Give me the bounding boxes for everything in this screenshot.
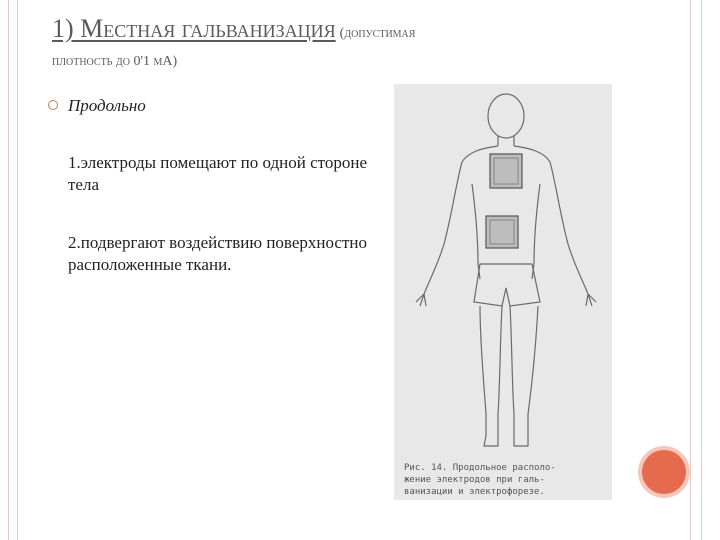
bullet-circle-icon (48, 100, 58, 110)
title-main: 1) Местная гальванизация (52, 14, 336, 43)
title-paren-start: (допустимая (339, 26, 416, 41)
caption-line: Рис. 14. Продольное располо- (404, 463, 556, 473)
title-line2: плотность до 0'1 мА) (52, 53, 178, 69)
figure-caption (404, 462, 604, 498)
bullet-heading: Продольно (68, 96, 146, 115)
right-hand (586, 294, 596, 306)
body-figure-image (394, 84, 612, 500)
right-torso-outline (532, 184, 540, 279)
caption-line: ванизации и электрофорезе. (404, 487, 545, 497)
paragraph-electrodes: 1.электроды помещают по одной стороне тела (68, 153, 367, 195)
right-arm-outline (514, 146, 588, 294)
left-decorative-frame (8, 0, 18, 540)
right-leg-inner (510, 306, 514, 436)
human-back-illustration (394, 84, 612, 500)
right-decorative-frame (690, 0, 702, 540)
left-leg-inner (498, 306, 502, 436)
caption-line: жение электродов при галь- (404, 475, 545, 485)
slide-title (52, 14, 652, 70)
lower-electrode (486, 216, 518, 248)
left-hand (416, 294, 426, 306)
left-torso-outline (472, 184, 480, 279)
upper-electrode (490, 154, 522, 188)
right-leg-outer (528, 306, 538, 436)
right-foot (514, 436, 528, 446)
left-leg-outer (480, 306, 486, 436)
left-foot (484, 436, 498, 446)
head-outline (488, 94, 524, 138)
paragraph-tissues: 2.подвергают воздействию поверхностно расположенные ткани. (68, 233, 367, 275)
shorts-outline (474, 264, 540, 306)
decorative-circle (642, 450, 686, 494)
